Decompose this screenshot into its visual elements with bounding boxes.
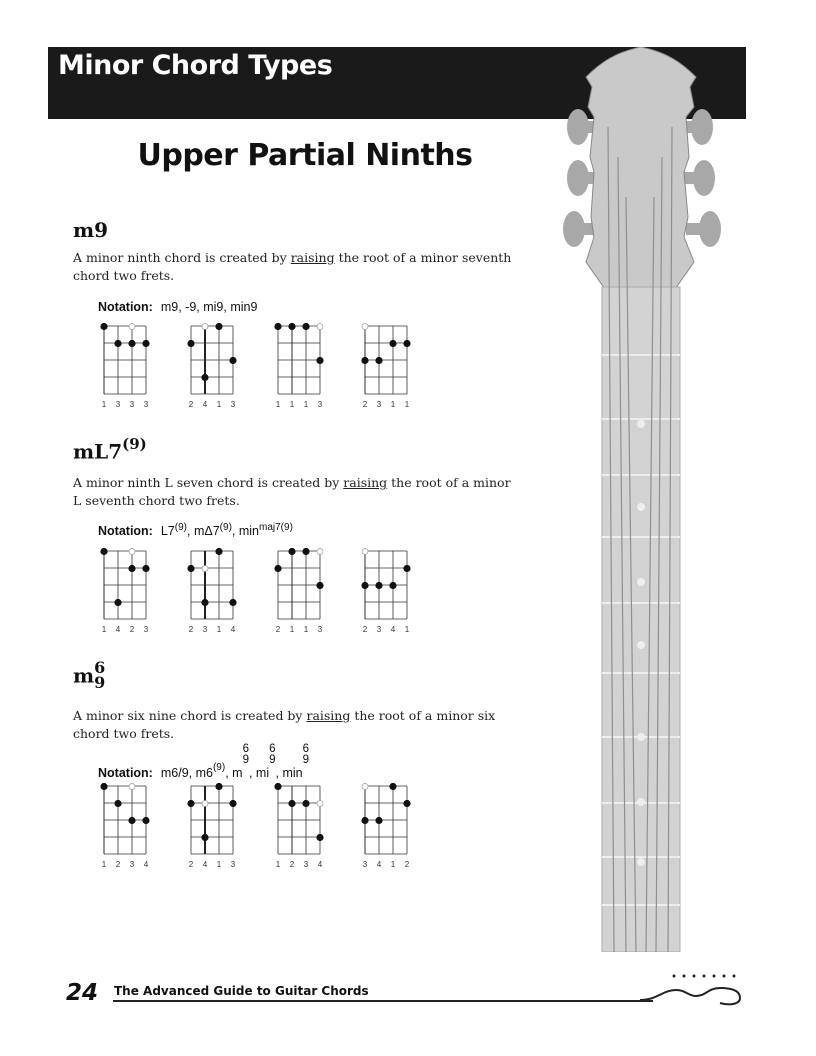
finger-number: 2 — [188, 860, 194, 869]
chord-diagram — [98, 320, 152, 398]
page-heading: Upper Partial Ninths — [137, 138, 473, 173]
finger-dot — [215, 323, 222, 330]
finger-number: 4 — [230, 625, 236, 634]
finger-number: 4 — [390, 625, 396, 634]
finger-number: 2 — [188, 625, 194, 634]
finger-number: 1 — [390, 400, 396, 409]
notation-m9: Notation: m9, -9, mi9, min9 — [98, 300, 258, 314]
finger-dot — [142, 340, 149, 347]
chord-diagram — [98, 545, 152, 623]
finger-dot — [100, 323, 107, 330]
finger-dot — [142, 817, 149, 824]
finger-dot — [215, 783, 222, 790]
chord-diagram — [98, 780, 152, 858]
footer-guitar-ornament — [640, 970, 750, 1010]
finger-number: 3 — [202, 625, 208, 634]
section-description-m6-9: A minor six nine chord is created by raising the root of a minor six chord two frets. — [73, 708, 496, 741]
chord-diagram — [359, 545, 413, 623]
finger-number: 2 — [115, 860, 121, 869]
root-marker — [129, 549, 135, 555]
finger-number: 1 — [275, 400, 281, 409]
finger-number: 3 — [129, 860, 135, 869]
guitar-neck-illustration — [556, 47, 726, 952]
finger-dot — [142, 565, 149, 572]
finger-number: 2 — [404, 860, 410, 869]
finger-number: 2 — [275, 625, 281, 634]
finger-dot — [100, 548, 107, 555]
finger-number: 1 — [275, 860, 281, 869]
finger-dot — [361, 582, 368, 589]
finger-number: 1 — [390, 860, 396, 869]
finger-dot — [302, 800, 309, 807]
finger-dot — [316, 357, 323, 364]
root-marker — [317, 549, 323, 555]
root-marker — [129, 784, 135, 790]
page-number: 24 — [66, 980, 99, 1006]
finger-dot — [316, 582, 323, 589]
finger-number: 1 — [303, 625, 309, 634]
finger-dot — [361, 817, 368, 824]
finger-number: 3 — [317, 625, 323, 634]
chord-diagram — [185, 545, 239, 623]
finger-number: 3 — [303, 860, 309, 869]
finger-number: 1 — [289, 400, 295, 409]
root-marker — [317, 801, 323, 807]
finger-number: 3 — [317, 400, 323, 409]
finger-dot — [128, 565, 135, 572]
notation-ml7-9: Notation: L7$^{(9)}$, mΔ7$^{(9)}$, $\min^{maj7(9)}$ — [98, 522, 293, 539]
finger-number: 4 — [376, 860, 382, 869]
finger-dot — [274, 323, 281, 330]
finger-number: 4 — [115, 625, 121, 634]
section-title-m6-9: m 6 9 — [73, 658, 106, 692]
finger-dot — [229, 357, 236, 364]
finger-dot — [361, 357, 368, 364]
finger-dot — [274, 565, 281, 572]
finger-dot — [229, 599, 236, 606]
finger-dot — [187, 800, 194, 807]
section-title-m9: m9 — [73, 218, 109, 242]
finger-dot — [215, 548, 222, 555]
finger-number: 1 — [404, 400, 410, 409]
finger-dot — [302, 323, 309, 330]
finger-number: 3 — [376, 400, 382, 409]
finger-number: 2 — [129, 625, 135, 634]
notation-m6-9: Notation: m6/9, m6$^{(9)}$, m 6 9 , mi 6 9 , min 6 9 — [98, 743, 310, 780]
chord-diagram — [359, 780, 413, 858]
finger-dot — [114, 599, 121, 606]
finger-number: 1 — [101, 860, 107, 869]
finger-dot — [288, 548, 295, 555]
finger-dot — [403, 800, 410, 807]
section-description-m9: A minor ninth chord is created by raising the root of a minor seventh chord two frets. — [73, 250, 512, 283]
finger-dot — [201, 374, 208, 381]
root-marker — [202, 566, 208, 572]
finger-dot — [375, 582, 382, 589]
chord-diagram — [272, 545, 326, 623]
section-title-ml7-9: mL7$^{(9)}$ — [73, 435, 147, 464]
finger-number: 4 — [317, 860, 323, 869]
finger-dot — [114, 340, 121, 347]
finger-number: 4 — [202, 400, 208, 409]
root-marker — [317, 324, 323, 330]
chapter-title: Minor Chord Types — [58, 50, 333, 81]
chord-diagram — [272, 780, 326, 858]
finger-number: 3 — [230, 860, 236, 869]
finger-dot — [201, 599, 208, 606]
finger-dot — [288, 800, 295, 807]
finger-number: 1 — [216, 860, 222, 869]
chord-diagram — [272, 320, 326, 398]
finger-dot — [403, 565, 410, 572]
finger-dot — [403, 340, 410, 347]
finger-dot — [128, 340, 135, 347]
root-marker — [362, 549, 368, 555]
finger-dot — [389, 340, 396, 347]
finger-number: 1 — [216, 400, 222, 409]
finger-number: 4 — [143, 860, 149, 869]
finger-number: 2 — [188, 400, 194, 409]
finger-number: 2 — [362, 625, 368, 634]
finger-number: 1 — [289, 625, 295, 634]
finger-dot — [316, 834, 323, 841]
finger-dot — [288, 323, 295, 330]
book-title: The Advanced Guide to Guitar Chords — [114, 984, 369, 998]
finger-number: 3 — [376, 625, 382, 634]
finger-dot — [187, 340, 194, 347]
finger-number: 1 — [101, 400, 107, 409]
finger-dot — [302, 548, 309, 555]
finger-dot — [229, 800, 236, 807]
finger-dot — [375, 817, 382, 824]
finger-dot — [201, 834, 208, 841]
finger-dot — [128, 817, 135, 824]
section-description-ml7-9: A minor ninth L seven chord is created by raising the root of a minor L seventh chord two frets. — [73, 475, 511, 508]
finger-number: 3 — [143, 625, 149, 634]
finger-dot — [274, 783, 281, 790]
finger-number: 1 — [101, 625, 107, 634]
finger-dot — [375, 357, 382, 364]
finger-number: 2 — [289, 860, 295, 869]
finger-number: 1 — [303, 400, 309, 409]
finger-dot — [389, 582, 396, 589]
root-marker — [129, 324, 135, 330]
chord-diagram — [185, 780, 239, 858]
finger-number: 3 — [115, 400, 121, 409]
finger-number: 3 — [230, 400, 236, 409]
finger-dot — [187, 565, 194, 572]
finger-number: 1 — [404, 625, 410, 634]
finger-number: 3 — [129, 400, 135, 409]
root-marker — [362, 784, 368, 790]
chord-diagram — [359, 320, 413, 398]
finger-number: 4 — [202, 860, 208, 869]
root-marker — [202, 801, 208, 807]
finger-number: 2 — [362, 400, 368, 409]
chord-diagram — [185, 320, 239, 398]
finger-number: 3 — [143, 400, 149, 409]
finger-number: 1 — [216, 625, 222, 634]
root-marker — [202, 324, 208, 330]
root-marker — [362, 324, 368, 330]
footer-rule — [113, 1000, 653, 1002]
finger-dot — [100, 783, 107, 790]
finger-dot — [114, 800, 121, 807]
finger-number: 3 — [362, 860, 368, 869]
finger-dot — [389, 783, 396, 790]
headstock — [586, 47, 696, 307]
